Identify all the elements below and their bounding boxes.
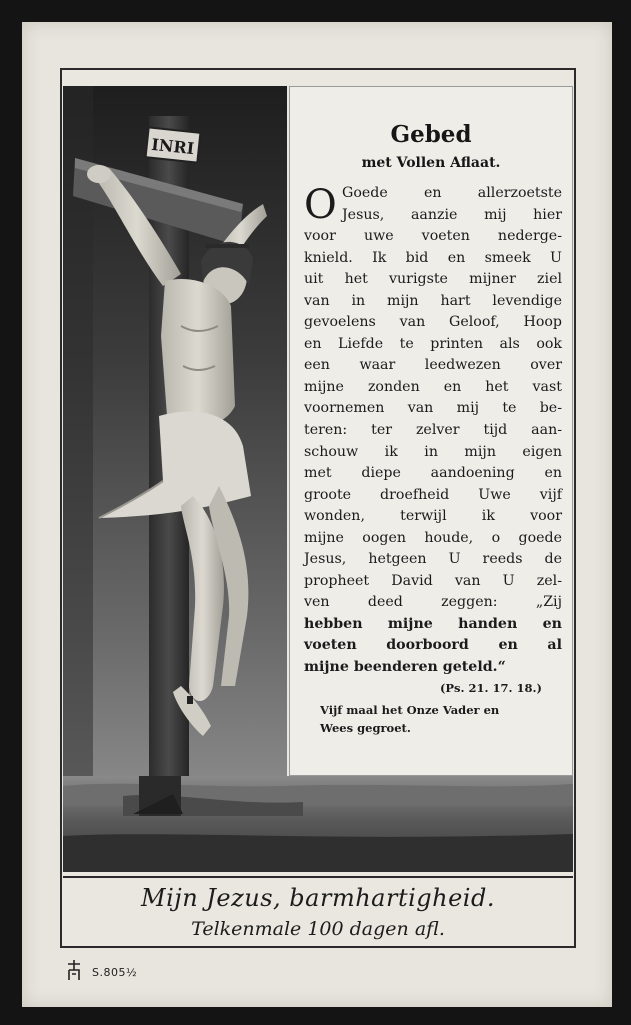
prayer-line: mijne beenderen geteld.“ — [304, 659, 506, 676]
caption-box — [63, 876, 573, 946]
prayer-line: ven deed zeggen: „Zij — [304, 594, 562, 611]
prayer-line: schouw ik in mijn eigen — [304, 443, 562, 460]
prayer-line: groote droefheid Uwe vijf — [304, 486, 562, 503]
landscape-ground — [63, 776, 573, 872]
prayer-line: propheet David van U zel- — [304, 572, 562, 589]
prayer-subtitle: met Vollen Aflaat. — [361, 155, 501, 171]
prayer-line: knield. Ik bid en smeek U — [304, 249, 562, 266]
prayer-line: voornemen van mij te be- — [304, 400, 562, 417]
inri-plaque: INRI — [150, 134, 196, 159]
prayer-line: wonden, terwijl ik voor — [304, 508, 562, 525]
prayer-line: een waar leedwezen over — [304, 357, 562, 374]
printer-logo-icon — [66, 960, 82, 982]
crucifixion-image — [63, 86, 287, 872]
prayer-line: met diepe aandoening en — [304, 465, 562, 482]
prayer-line: hebben mijne handen en — [304, 615, 562, 632]
prayer-line: van in mijn hart levendige — [304, 292, 562, 309]
psalm-reference: (Ps. 21. 17. 18.) — [439, 681, 542, 695]
prayer-line: Jesus, aanzie mij hier — [342, 206, 562, 223]
prayer-line: mijne zonden en het vast — [304, 378, 562, 395]
prayer-line: en Liefde te printen als ook — [304, 335, 562, 352]
caption-invocation: Mijn Jezus, barmhartigheid. — [141, 884, 495, 912]
prayer-line: voor uwe voeten nederge- — [304, 228, 562, 245]
prayer-line: voeten doorboord en al — [304, 637, 562, 654]
prayer-line: teren: ter zelver tijd aan- — [304, 422, 562, 439]
prayer-line: mijne oogen houde, o goede — [304, 529, 562, 546]
instruction-line: Vijf maal het Onze Vader en — [320, 703, 500, 717]
drop-cap: O — [304, 182, 337, 228]
prayer-text-panel — [289, 86, 573, 776]
prayer-line: Jesus, hetgeen U reeds de — [304, 551, 562, 568]
instruction-line: Wees gegroet. — [320, 721, 411, 735]
prayer-instruction — [320, 701, 566, 737]
prayer-line: uit het vurigste mijner ziel — [304, 271, 562, 288]
prayer-line: gevoelens van Geloof, Hoop — [304, 314, 562, 331]
prayer-body — [304, 183, 562, 679]
printer-code: S.805½ — [92, 966, 138, 979]
prayer-line: Goede en allerzoetste — [342, 185, 562, 201]
prayer-title: Gebed — [390, 121, 472, 148]
caption-indulgence: Telkenmale 100 dagen afl. — [191, 918, 445, 940]
